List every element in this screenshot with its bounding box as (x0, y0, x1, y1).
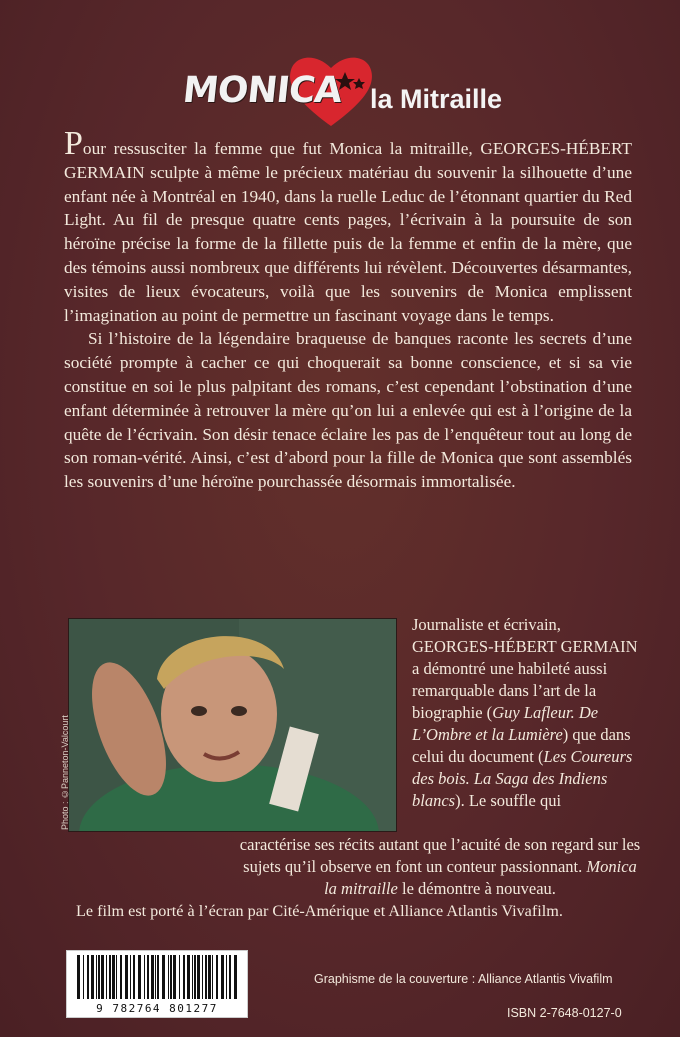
bio-title-1: Guy Lafleur. De L’Ombre et la Lumière (412, 703, 599, 744)
barcode-bar (116, 955, 117, 999)
bio-title-3: Monica la mitraille (324, 857, 637, 898)
blurb-paragraph-2: Si l’histoire de la légendaire braqueuse de banques raconte les secrets d’une société prompte à cacher ce qui choquerait sa bonne conscience, et si sa vie constitue en soi le plus palpitant des romans, c’est cependant l’obstination d’une enfant déterminée à retrouver la mère qu’on lui a enlevée qui est à l’origine de la quête de l’écrivain. Son désir tenace éclaire les pas de l’enquêteur tout au long de son roman-vérité. Ainsi, c’est d’abord pour la fille de Monica que sont assemblés les souvenirs d’une héroïne pourchassée désormais immortalisée. (64, 329, 632, 492)
bio-text-2: ) que dans celui du document ( (412, 725, 631, 766)
barcode-bar (179, 955, 180, 999)
barcode (66, 950, 248, 1018)
barcode-bar (212, 955, 213, 999)
barcode-bar (87, 955, 89, 999)
blurb-paragraph-1-text: our ressusciter la femme que fut Monica la mitraille, GEORGES-HÉBERT GERMAIN sculpte à même le précieux matériau du souvenir la silhouette d’une enfant née à Montréal en 1940, dans la ruelle Leduc de l’étonnant quartier du Red Light. Au fil de presque quatre cents pages, l’écrivain à la poursuite de son héroïne précise la forme de la fillette puis de la femme et enfin de la mère, que des témoins aussi nombreux que différents lui révèlent. Découvertes désarmantes, visites de lieux évocateurs, voilà que les souvenirs de Monica emplissent l’imagination au point de permettre un fascinant voyage dans le temps. (64, 139, 632, 325)
barcode-bar (83, 955, 84, 999)
author-photo (68, 618, 397, 832)
author-bio (412, 614, 644, 812)
barcode-bar (229, 955, 231, 999)
title-la-mitraille: la Mitraille (370, 84, 503, 114)
barcode-bar (101, 955, 104, 999)
barcode-bar (109, 955, 111, 999)
title-monica: MONICA (180, 70, 344, 111)
barcode-bar (202, 955, 203, 999)
barcode-bars (71, 955, 243, 1001)
barcode-bar (106, 955, 107, 999)
drop-cap: P (64, 125, 83, 162)
film-note: Le film est porté à l’écran par Cité-Amérique et Alliance Atlantis Vivafilm. (76, 902, 563, 920)
barcode-bar (144, 955, 145, 999)
barcode-bar (138, 955, 141, 999)
back-cover-blurb (64, 125, 632, 494)
barcode-bar (192, 955, 193, 999)
bio-text-4: caractérise ses récits autant que l’acuité de son regard sur les sujets qu’il observe en font un conteur passionnant. (239, 835, 641, 876)
barcode-bar (170, 955, 172, 999)
barcode-bar (96, 955, 97, 999)
bio-text-5: le démontre à nouveau. (397, 879, 556, 898)
barcode-bar (183, 955, 185, 999)
barcode-bar (133, 955, 135, 999)
author-bio-continued (236, 834, 644, 900)
barcode-bar (157, 955, 159, 999)
barcode-bar (77, 955, 80, 999)
barcode-bar (91, 955, 94, 999)
barcode-bar (187, 955, 190, 999)
barcode-bar (125, 955, 128, 999)
barcode-bar (205, 955, 207, 999)
barcode-bar (162, 955, 165, 999)
barcode-bar (197, 955, 200, 999)
barcode-digits: 9 782764 801277 (96, 1002, 218, 1015)
barcode-bar (151, 955, 154, 999)
author-portrait-illustration (69, 619, 396, 831)
barcode-bar (120, 955, 122, 999)
barcode-bar (194, 955, 196, 999)
bio-text-3: ). Le souffle qui (455, 791, 562, 810)
cover-design-credit: Graphisme de la couverture : Alliance Atlantis Vivafilm (314, 972, 613, 986)
photo-credit: Photo : ©Panneton-Valcourt (60, 715, 70, 830)
bio-text-1: Journaliste et écrivain, GEORGES-HÉBERT GERMAIN a démontré une habileté aussi remarquable dans l’art de la biographie ( (412, 615, 638, 722)
barcode-bar (221, 955, 224, 999)
barcode-bar (147, 955, 149, 999)
isbn: ISBN 2-7648-0127-0 (507, 1006, 622, 1020)
bio-title-2: Les Coureurs des bois. La Saga des Indiens blancs (412, 747, 633, 810)
barcode-bar (130, 955, 131, 999)
barcode-bar (234, 955, 237, 999)
blurb-paragraph-1 (64, 125, 632, 327)
book-title (0, 50, 680, 130)
barcode-bar (216, 955, 218, 999)
barcode-bar (226, 955, 227, 999)
barcode-bar (155, 955, 156, 999)
barcode-bar (208, 955, 211, 999)
barcode-bar (168, 955, 169, 999)
barcode-bar (173, 955, 176, 999)
barcode-bar (112, 955, 115, 999)
barcode-bar (98, 955, 100, 999)
